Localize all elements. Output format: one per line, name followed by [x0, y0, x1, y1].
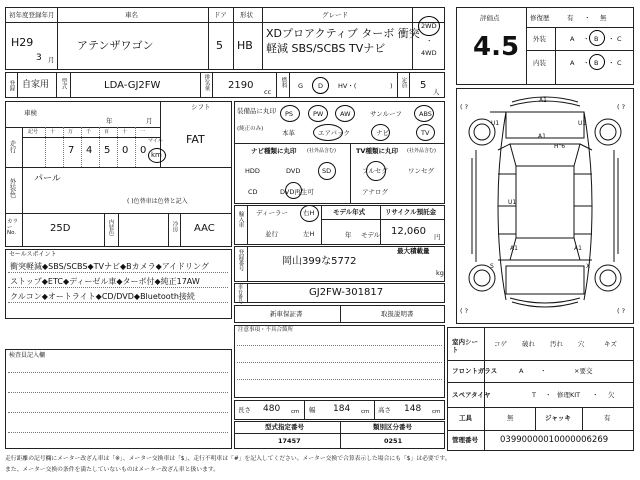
equipment-item: PS — [285, 110, 294, 118]
shift-label: シフト — [191, 103, 211, 111]
seat-label: 室内シート — [452, 338, 478, 355]
score: 4.5 — [473, 32, 520, 62]
diag-a1-bottom-left: A1 — [510, 245, 518, 252]
color-no: 25D — [50, 223, 71, 234]
windshield-label: フロントガラス — [452, 367, 498, 375]
kg-unit: kg — [436, 269, 444, 277]
first-reg-era: H29 — [11, 36, 34, 49]
type-designation-label: 型式指定番号 — [265, 423, 304, 431]
mgmt-label: 管理番号 — [452, 436, 478, 444]
windshield-sep: ・ — [540, 367, 547, 375]
grade-line1: XDプロアクティブ ターボ 衝突 — [266, 27, 420, 40]
seat-item: キズ — [604, 340, 617, 348]
jack-label: ジャッキ — [545, 414, 571, 422]
diag-u1-right: U1 — [578, 120, 587, 127]
inspector-frame — [5, 349, 232, 449]
fuel-d: D — [318, 82, 324, 90]
ext-sep-1: ・ — [583, 35, 590, 43]
nav-sd: SD — [322, 167, 332, 175]
notes-label: 注意事項・不具合箇所 — [238, 327, 294, 333]
category-label: 類別区分番号 — [373, 423, 412, 431]
first-reg-month: 3 — [36, 53, 42, 63]
diag-s-left: S — [490, 263, 494, 270]
equipment-subtitle: (純正のみ) — [237, 126, 264, 132]
odometer-digit: 5 — [104, 145, 111, 156]
model-year-model: モデル — [361, 231, 381, 239]
width-label: 幅 — [309, 406, 316, 414]
spare-label: スペアタイヤ — [452, 391, 491, 399]
fuel-close: ) — [390, 82, 393, 90]
category: 0251 — [384, 437, 403, 445]
month-unit: 月 — [48, 56, 55, 64]
tv-fullseg: フルセグ — [362, 167, 388, 175]
drive-2wd: 2WD — [421, 22, 437, 30]
plate: 岡山399な5772 — [282, 256, 357, 267]
mgmt: 03990000010000006269 — [500, 435, 609, 445]
tv-note: (社外品含む) — [407, 148, 436, 154]
sales-label: セールスポイント — [9, 251, 57, 258]
condition-label: 修復歴 — [530, 14, 550, 22]
nav-dvd: DVD — [286, 167, 301, 175]
spare-missing: 欠 — [608, 391, 615, 399]
int-sep-2: ・ — [608, 59, 615, 67]
diag-a1-top: A1 — [539, 97, 547, 104]
model: LDA-GJ2FW — [104, 80, 161, 91]
length: 480 — [263, 404, 281, 414]
equipment-item: PW — [313, 110, 324, 118]
equipment-item: 本革 — [282, 129, 295, 137]
equipment-item: ABS — [419, 110, 432, 118]
tools-label: 工具 — [459, 414, 472, 422]
odometer-place-label: 百 — [104, 129, 110, 135]
recycle-label: リサイクル預託金 — [385, 208, 437, 216]
condition-has: 有 — [567, 14, 574, 22]
tv-analog: アナログ — [362, 188, 388, 196]
shift: FAT — [186, 133, 205, 146]
warranty-label: 新車保証書 — [270, 310, 303, 318]
fuel-label: 燃料 — [280, 77, 287, 88]
doors-label: ドア — [214, 11, 227, 19]
displacement: 2190 — [228, 80, 254, 91]
exterior-color: パール — [34, 174, 61, 184]
diag-u1-bottom: U1 — [508, 199, 517, 206]
max-load-label: 最大積載量 — [397, 247, 430, 255]
odometer-place-label: 一 — [140, 129, 146, 135]
import-right-handle: 右H — [303, 209, 315, 217]
diag-bracket-tl: ( ? — [460, 103, 469, 111]
diag-a1-mid: A1 — [538, 133, 546, 140]
grade-label: グレード — [322, 11, 348, 19]
type-designation: 17457 — [278, 437, 301, 445]
windshield-x: ×要交 — [574, 367, 593, 375]
spare-kit: 修理KIT — [557, 391, 581, 399]
width: 184 — [333, 404, 351, 414]
tv-title: TV種類に丸印 — [356, 147, 398, 155]
width-unit: cm — [361, 409, 370, 415]
row2-frame — [5, 72, 445, 98]
travel-label: 走行 — [8, 140, 17, 153]
color-no-label: カラーNo. — [7, 219, 19, 236]
footer-line-1: 走行距離の記号欄にメーター改ざん車は「※」、メーター交換車は「$」、走行不明車は「#」を記入してください。メーター交換で合算表示した場合にも「$」は必要です。 — [5, 456, 451, 462]
capacity-unit: 人 — [433, 88, 440, 96]
exterior-label: 外装 — [533, 35, 546, 43]
score-label: 評価点 — [480, 14, 500, 22]
km-label: km — [151, 151, 162, 159]
chassis: GJ2FW-301817 — [309, 287, 384, 298]
chassis-label: 車台番号 — [237, 284, 243, 304]
int-grade-a: A — [570, 59, 575, 67]
nav-note: (社外品含む) — [307, 148, 336, 154]
import-label: 輸入車 — [237, 211, 244, 228]
inspection-label: 車検 — [24, 109, 37, 117]
equipment-item: ナビ — [376, 129, 389, 137]
ac: AAC — [194, 223, 215, 234]
usage: 自家用 — [22, 80, 50, 90]
footer-line-2: また、メーター交換の条件を満たしていないものはメーター改ざん車と扱います。 — [5, 467, 220, 473]
sales-line-2: ストップ◆ETC◆ディーゼル車◆ターボ付◆純正17AW — [10, 277, 200, 286]
interior-label: 内装 — [533, 59, 546, 67]
plate-label: 登録番号 — [237, 249, 244, 271]
capacity: 5 — [420, 80, 427, 91]
ext-grade-a: A — [570, 35, 575, 43]
car-name: アテンザワゴン — [77, 39, 154, 52]
ext-grade-b: B — [594, 35, 599, 43]
height-label: 高さ — [378, 406, 391, 414]
recycle: 12,060 — [391, 226, 426, 237]
color-note: ( )色替車は色替と記入 — [127, 198, 188, 205]
ext-sep-2: ・ — [608, 35, 615, 43]
diag-bracket-bl: ( ? — [460, 307, 469, 315]
length-unit: cm — [291, 409, 300, 415]
tv-oneseg: ワンセグ — [408, 167, 434, 175]
jack: 有 — [604, 414, 611, 422]
shape-label: 形状 — [240, 11, 253, 19]
seat-item: 汚れ — [550, 340, 563, 348]
year-label: 年 — [106, 117, 113, 125]
int-sep-1: ・ — [583, 59, 590, 67]
capacity-label: 定員 — [400, 77, 407, 88]
fuel-hv: HV・( — [338, 82, 357, 90]
diag-u1-left: U1 — [491, 120, 500, 127]
import-dealer: ディーラー — [256, 209, 288, 217]
manual-label: 取扱説明書 — [381, 310, 414, 318]
int-grade-c: C — [617, 59, 622, 67]
height: 148 — [404, 404, 422, 414]
tools: 無 — [507, 414, 514, 422]
import-left-handle: 左H — [303, 230, 315, 238]
car-name-label: 車名 — [125, 11, 138, 19]
model-year-year: 年 — [345, 231, 352, 239]
length-label: 長さ — [238, 406, 251, 414]
equipment-item: サンルーフ — [370, 110, 402, 118]
exterior-color-label: 外装色 — [8, 178, 17, 198]
ext-grade-c: C — [617, 35, 622, 43]
shape: HB — [237, 39, 253, 52]
odometer-digit: 0 — [140, 145, 147, 156]
condition-dash: ・ — [584, 14, 591, 22]
first-reg-label: 初年度登録年月 — [9, 11, 55, 19]
int-grade-b: B — [594, 59, 599, 67]
mile-label: マイル — [148, 138, 163, 144]
odometer-digit: 7 — [68, 145, 75, 156]
yen-unit: 円 — [434, 233, 441, 241]
cc-unit: cc — [264, 88, 272, 96]
drive-4wd: 4WD — [421, 49, 437, 57]
sales-line-1: 衝突軽減◆SBS/SCBS◆TVナビ◆Bカメラ◆アイドリング — [10, 262, 209, 271]
diag-a1-bottom-right: A1 — [574, 245, 582, 252]
model-year-label: モデル年式 — [333, 208, 366, 216]
drive-sep: ・ — [426, 37, 433, 45]
odometer-place-label: 十 — [50, 129, 56, 135]
nav-cd: CD — [248, 188, 258, 196]
nav-hdd: HDD — [245, 167, 260, 175]
equipment-item: エアバック — [318, 129, 350, 137]
odometer-place-label: 千 — [86, 129, 92, 135]
diag-h-top: H"6 — [554, 143, 566, 150]
spare-sep-2: ・ — [592, 391, 599, 399]
spare-t: T — [532, 391, 536, 399]
seat-item: 穴 — [578, 340, 585, 348]
usage-label: 登録 — [8, 80, 15, 91]
displacement-label: 排気量 — [203, 74, 210, 91]
interior-color-label: 内装色 — [107, 219, 114, 236]
seat-item: コゲ — [494, 340, 507, 348]
nav-title: ナビ種類に丸印 — [251, 147, 297, 155]
fuel-g: G — [298, 82, 304, 90]
windshield-a: A — [519, 367, 524, 375]
car-diagram — [456, 88, 634, 324]
equipment-item: TV — [421, 129, 430, 137]
import-parallel: 並行 — [265, 230, 278, 238]
model-label: 型式 — [60, 78, 67, 89]
inspector-label: 検査員記入欄 — [9, 352, 46, 359]
odometer-place-label: 記号 — [28, 129, 39, 135]
diag-bracket-br: ( ? — [617, 307, 626, 315]
odometer-place-label: 十 — [122, 129, 128, 135]
month-label: 月 — [146, 117, 153, 125]
odometer-digit: 0 — [122, 145, 129, 156]
grade-line2: 軽減 SBS/SCBS TVナビ — [266, 42, 386, 55]
nav-dvd-play: DVD再生可 — [280, 188, 314, 196]
seat-item: 破れ — [522, 340, 535, 348]
diag-bracket-tr: ( ? — [617, 103, 626, 111]
odometer-place-label: 万 — [68, 129, 74, 135]
sales-line-3: クルコン◆オートライト◆CD/DVD◆Bluetooth接続 — [10, 292, 195, 301]
ac-label: 冷房 — [171, 221, 178, 232]
condition-none: 無 — [600, 14, 607, 22]
height-unit: cm — [432, 409, 441, 415]
diag-x-right: X — [586, 263, 591, 270]
odometer-digit: 4 — [86, 145, 93, 156]
spare-sep-1: ・ — [545, 391, 552, 399]
doors: 5 — [216, 39, 223, 52]
equipment-item: AW — [340, 110, 351, 118]
equipment-title: 装備品に丸印 — [237, 107, 276, 115]
